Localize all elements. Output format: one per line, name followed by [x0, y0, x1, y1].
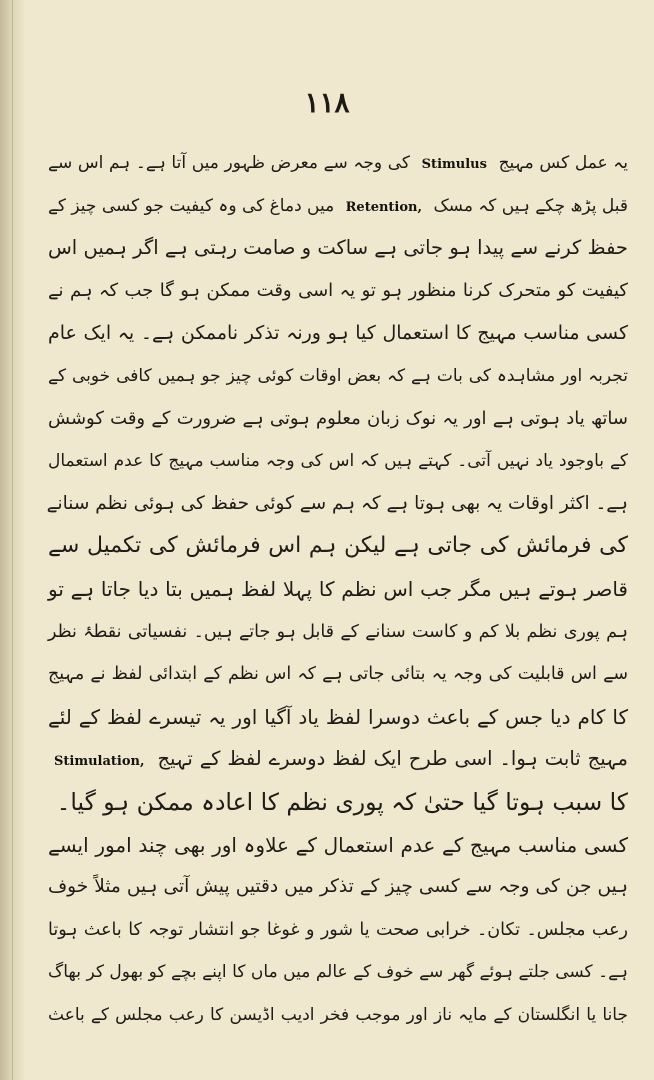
text-line-20: ہے۔ کسی جلتے ہوئے گھر سے خوف کے عالم میں ماں کا اپنے بچے کو بھول کر بھاگ: [48, 962, 628, 983]
text-line-19: رعب مجلس۔ تکان۔ خرابی صحت یا شور و غوغا جو انتشار توجہ کا باعث ہوتا: [48, 919, 628, 940]
text-segment: کی وجہ سے معرض ظہور میں آتا ہے۔ ہم اس سے: [48, 153, 411, 173]
text-line-15: [48, 738, 628, 781]
text-line-2: [48, 185, 628, 228]
page-number: ۱۱۸: [304, 86, 350, 119]
text-line-6: تجربہ اور مشاہدہ کی بات ہے کہ بعض اوقات کوئی چیز جو ہمیں کافی خوبی کے: [48, 365, 628, 386]
text-line-18: ہیں جن کی وجہ سے کسی چیز کے تذکر میں دقتیں پیش آتی ہیں مثلاً خوف: [48, 876, 628, 898]
text-line-3: حفظ کرنے سے پیدا ہو جاتی ہے ساکت و صامت رہتی ہے اگر ہمیں اس: [48, 236, 628, 260]
urdu-text-body: [48, 142, 628, 1036]
text-line-5: کسی مناسب مہیج کا استعمال کیا ہو ورنہ تذکر ناممکن ہے۔ یہ ایک عام: [48, 322, 628, 345]
text-line-14: کا کام دیا جس کے باعث دوسرا لفظ یاد آگیا اور یہ تیسرے لفظ کے لئے: [48, 704, 628, 729]
text-line-17: کسی مناسب مہیج کے عدم استعمال کے علاوہ اور بھی چند امور ایسے: [48, 832, 628, 857]
text-line-8: کے باوجود یاد نہیں آتی۔ کہتے ہیں کہ اس کی وجہ مناسب مہیج کا عدم استعمال: [48, 451, 628, 472]
text-segment: میں دماغ کی وہ کیفیت جو کسی چیز کے: [47, 195, 335, 216]
text-line-21: جانا یا انگلستان کے مایہ ناز اور موجب فخر ادیب اڈیسن کا رعب مجلس کے باعث: [48, 1004, 628, 1025]
english-term-stimulus: Stimulus: [421, 157, 487, 172]
page-spine: [0, 0, 24, 1080]
text-segment: یہ عمل کس مہیج: [498, 153, 629, 173]
text-line-12: ہم پوری نظم بلا کم و کاست سنانے کے قابل ہو جاتے ہیں۔ نفسیاتی نقطۂ نظر: [48, 621, 628, 642]
text-line-16: کا سبب ہوتا گیا حتیٰ کہ پوری نظم کا اعادہ ممکن ہو گیا۔: [56, 787, 628, 816]
text-segment: مہیج ثابت ہوا۔ اسی طرح ایک لفظ دوسرے لفظ کے تہیج: [157, 747, 629, 771]
english-term-stimulation: Stimulation,: [54, 754, 145, 770]
text-line-13: سے اس قابلیت کی وجہ یہ بتائی جاتی ہے کہ اس نظم کے ابتدائی لفظ نے مہیج: [48, 664, 628, 685]
text-line-7: ساتھ یاد ہوتی ہے اور یہ نوک زبان معلوم ہوتی ہے ضرورت کے وقت کوشش: [48, 407, 628, 429]
text-line-10: کی فرمائش کی جاتی ہے لیکن ہم اس فرمائش کی تکمیل سے: [48, 533, 628, 559]
text-line-9: ہے۔ اکثر اوقات یہ بھی ہوتا ہے کہ ہم سے کوئی حفظ کی ہوئی نظم سنانے: [46, 492, 628, 514]
text-segment: قبل پڑھ چکے ہیں کہ مسک: [433, 195, 628, 216]
text-line-1: [48, 142, 628, 185]
text-line-11: قاصر ہوتے ہیں مگر جب اس نظم کا پہلا لفظ ہمیں بتا دیا جاتا ہے تو: [48, 576, 628, 601]
text-line-4: کیفیت کو متحرک کرنا منظور ہو تو یہ اسی وقت ممکن ہو گا جب کہ ہم نے: [48, 279, 628, 301]
english-term-retention: Retention,: [345, 199, 423, 215]
